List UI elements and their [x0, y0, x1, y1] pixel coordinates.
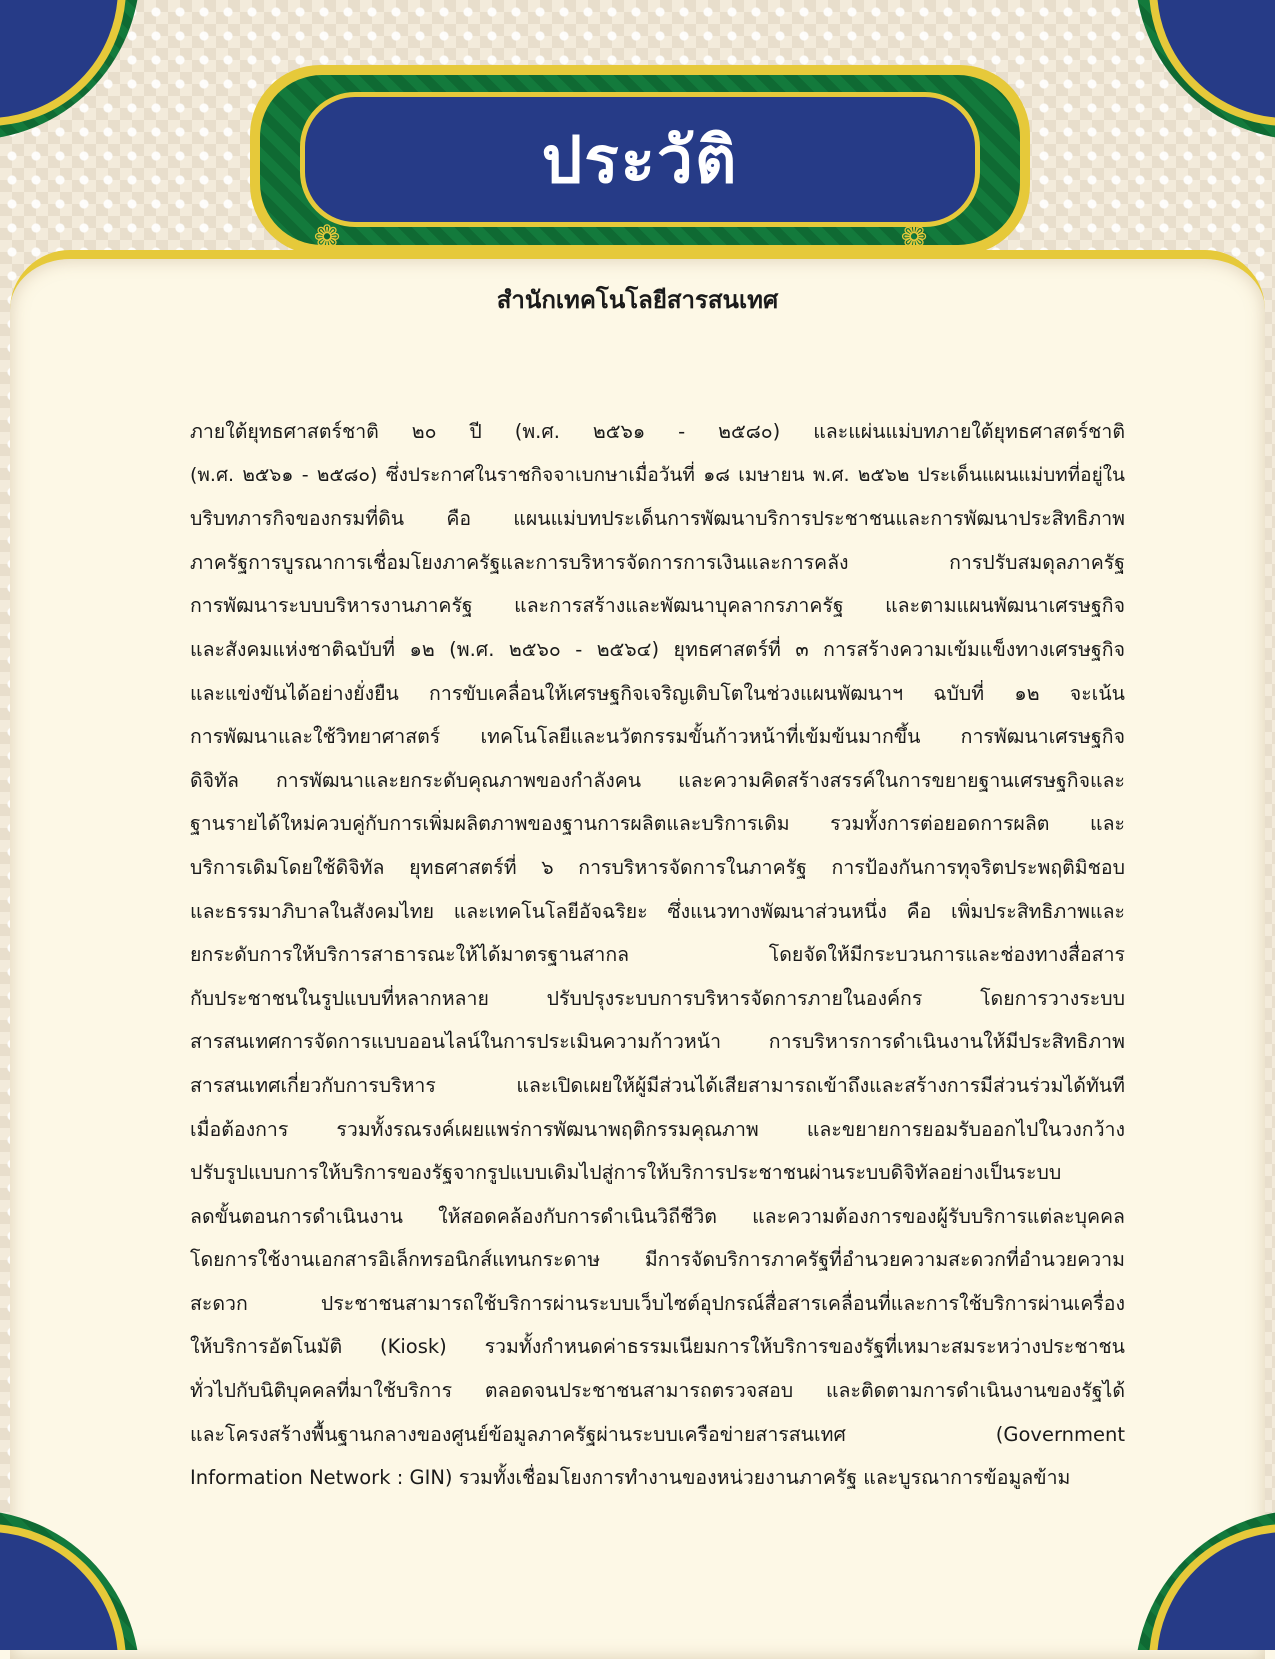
body-line: สารสนเทศการจัดการแบบออนไลน์ในการประเมินความก้าวหน้า การบริหารการดำเนินงานให้มีประสิทธิภาพ: [190, 1030, 1125, 1054]
body-line: การพัฒนาและใช้วิทยาศาสตร์ เทคโนโลยีและนวัตกรรมขั้นก้าวหน้าที่เข้มข้นมากขึ้น การพัฒนาเศรษฐกิจ: [190, 725, 1125, 749]
body-line: เมื่อต้องการ รวมทั้งรณรงค์เผยแพร่การพัฒนาพฤติกรรมคุณภาพ และขยายการยอมรับออกไปในวงกว้าง: [190, 1117, 1125, 1141]
body-line: ทั่วไปกับนิติบุคคลที่มาใช้บริการ ตลอดจนประชาชนสามารถตรวจสอบ และติดตามการดำเนินงานของรัฐได้: [190, 1379, 1125, 1403]
page-title: ประวัติ: [541, 123, 739, 198]
body-line: บริการเดิมโดยใช้ดิจิทัล ยุทธศาสตร์ที่ ๖ การบริหารจัดการในภาครัฐ การป้องกันการทุจริตประพฤติมิชอบ: [190, 855, 1125, 879]
body-line: กับประชาชนในรูปแบบที่หลากหลาย ปรับปรุงระบบการบริหารจัดการภายในองค์กร โดยการวางระบบ: [190, 986, 1125, 1010]
body-line: และโครงสร้างพื้นฐานกลางของศูนย์ข้อมูลภาครัฐผ่านระบบเครือข่ายสารสนเทศ (Government: [190, 1422, 1125, 1446]
body-line: และแข่งขันได้อย่างยั่งยืน การขับเคลื่อนให้เศรษฐกิจเจริญเติบโตในช่วงแผนพัฒนาฯ ฉบับที่ ๑๒ จะเน้น: [190, 681, 1125, 705]
body-line: ภายใต้ยุทธศาสตร์ชาติ ๒๐ ปี (พ.ศ. ๒๕๖๑ - ๒๕๘๐) และแผ่นแม่บทภายใต้ยุทธศาสตร์ชาติ: [190, 420, 1125, 443]
body-line: ปรับรูปแบบการให้บริการของรัฐจากรูปแบบเดิมไปสู่การให้บริการประชาชนผ่านระบบดิจิทัลอย่างเป็นระบบ: [190, 1161, 1062, 1185]
body-line: และสังคมแห่งชาติฉบับที่ ๑๒ (พ.ศ. ๒๕๖๐ - ๒๕๖๔) ยุทธศาสตร์ที่ ๓ การสร้างความเข้มแข็งทางเศรษฐกิจ: [190, 637, 1125, 661]
body-line: ฐานรายได้ใหม่ควบคู่กับการเพิ่มผลิตภาพของฐานการผลิตและบริการเดิม รวมทั้งการต่อยอดการผลิต และ: [190, 812, 1125, 836]
body-line: (พ.ศ. ๒๕๖๑ - ๒๕๘๐) ซึ่งประกาศในราชกิจจาเบกษาเมื่อวันที่ ๑๘ เมษายน พ.ศ. ๒๕๖๒ ประเด็นแผนแม่บทที่อยู่ใน: [190, 463, 1125, 486]
document-subtitle: สำนักเทคโนโลยีสารสนเทศ: [496, 286, 779, 314]
body-paragraph: [190, 410, 1125, 1500]
body-line: โดยการใช้งานเอกสารอิเล็กทรอนิกส์แทนกระดาษ มีการจัดบริการภาครัฐที่อำนวยความสะดวกที่อำนวยความ: [190, 1248, 1125, 1272]
body-line: ให้บริการอัตโนมัติ (Kiosk) รวมทั้งกำหนดค่าธรรมเนียมการให้บริการของรัฐที่เหมาะสมระหว่างประชาชน: [190, 1335, 1125, 1359]
body-line: บริบทภารกิจของกรมที่ดิน คือ แผนแม่บทประเด็นการพัฒนาบริการประชาชนและการพัฒนาประสิทธิภาพ: [190, 507, 1125, 531]
body-line: และธรรมาภิบาลในสังคมไทย และเทคโนโลยีอัจฉริยะ ซึ่งแนวทางพัฒนาส่วนหนึ่ง คือ เพิ่มประสิทธิภาพและ: [190, 899, 1125, 923]
body-line: Information Network : GIN) รวมทั้งเชื่อมโยงการทำงานของหน่วยงานภาครัฐ และบูรณาการข้อมูลข้าม: [190, 1466, 1071, 1490]
body-line: การพัฒนาระบบบริหารงานภาครัฐ และการสร้างและพัฒนาบุคลากรภาครัฐ และตามแผนพัฒนาเศรษฐกิจ: [190, 594, 1125, 618]
body-line: ภาครัฐการบูรณาการเชื่อมโยงภาครัฐและการบริหารจัดการการเงินและการคลัง การปรับสมดุลภาครัฐ: [190, 550, 1125, 574]
title-banner: [300, 92, 980, 227]
flower-ornament-icon: ❁: [313, 218, 341, 256]
body-line: ยกระดับการให้บริการสาธารณะให้ได้มาตรฐานสากล โดยจัดให้มีกระบวนการและช่องทางสื่อสาร: [190, 943, 1125, 967]
corner-ornament-bottom-right: [1105, 1480, 1275, 1650]
corner-ornament-top-right: [1105, 0, 1275, 170]
body-line: ดิจิทัล การพัฒนาและยกระดับคุณภาพของกำลังคน และความคิดสร้างสรรค์ในการขยายฐานเศรษฐกิจและ: [190, 768, 1125, 792]
corner-ornament-bottom-left: [0, 1480, 170, 1650]
body-line: สะดวก ประชาชนสามารถใช้บริการผ่านระบบเว็บไซต์อุปกรณ์สื่อสารเคลื่อนที่และการใช้บริการผ่านเครื่อง: [190, 1291, 1125, 1315]
flower-ornament-icon: ❁: [900, 218, 928, 256]
corner-ornament-top-left: [0, 0, 170, 170]
body-line: สารสนเทศเกี่ยวกับการบริหาร และเปิดเผยให้ผู้มีส่วนได้เสียสามารถเข้าถึงและสร้างการมีส่วนร่วมได้ทันที: [190, 1073, 1125, 1097]
body-line: ลดขั้นตอนการดำเนินงาน ให้สอดคล้องกับการดำเนินวิถีชีวิต และความต้องการของผู้รับบริการแต่ละบุคคล: [190, 1204, 1125, 1228]
